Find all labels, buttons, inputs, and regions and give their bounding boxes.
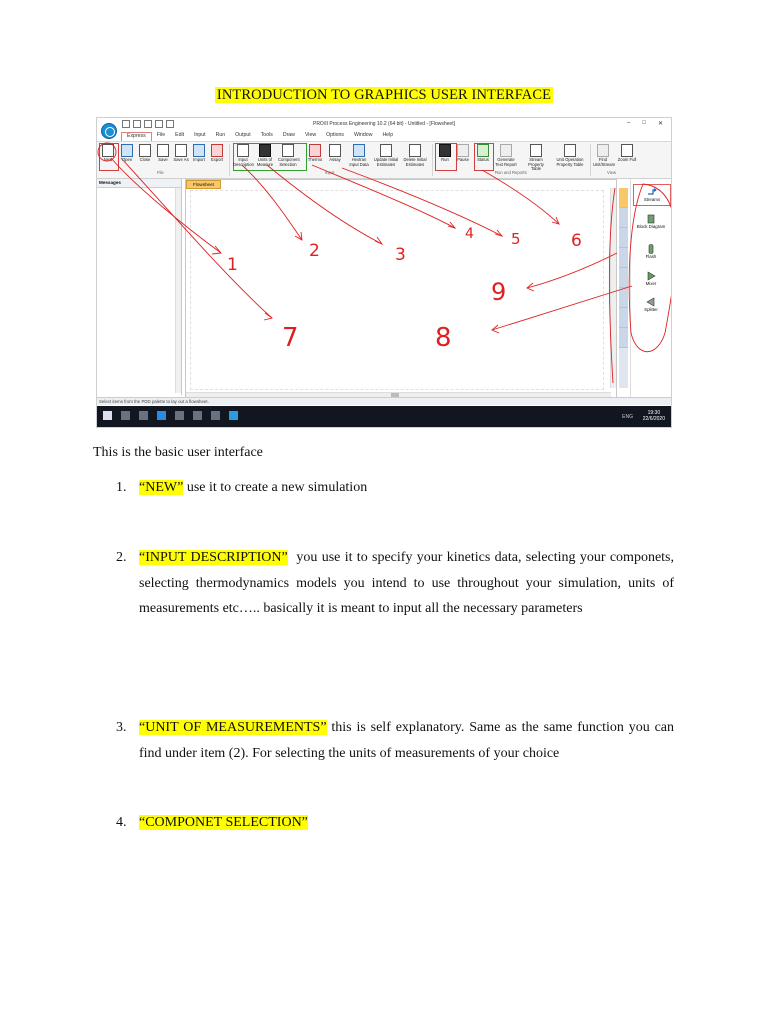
list-item-body — [139, 810, 674, 836]
menu-tools[interactable]: Tools — [260, 132, 273, 138]
menu-options[interactable]: Options — [326, 132, 344, 138]
taskbar-icons — [103, 411, 238, 420]
annotation-number-8: 8 — [435, 323, 452, 353]
palette-tab-heat-exchangers[interactable] — [619, 268, 628, 288]
palette-item-mixer[interactable]: Mixer — [633, 271, 669, 287]
hextran-icon — [353, 144, 365, 157]
list-item-body — [139, 475, 674, 501]
ribbon-save-as-button[interactable]: Save As — [171, 144, 191, 163]
status-icon — [477, 144, 489, 157]
palette-tab-general[interactable] — [619, 188, 628, 208]
list-number: 3. — [116, 720, 127, 735]
messages-pane — [97, 179, 182, 395]
ribbon-import-button[interactable]: Import — [189, 144, 209, 163]
taskbar-clock[interactable] — [643, 410, 665, 422]
annotation-number-5: 5 — [511, 230, 521, 248]
menu-window[interactable]: Window — [353, 132, 373, 138]
close-file-icon — [139, 144, 151, 157]
ribbon-find-button[interactable]: Find Unit/Stream — [593, 144, 613, 167]
splitter-icon — [646, 297, 656, 307]
ribbon-new-button[interactable]: New — [98, 144, 118, 163]
save-icon — [157, 144, 169, 157]
intro-text: This is the basic user interface — [93, 445, 263, 460]
new-file-icon — [102, 144, 114, 157]
flash-icon — [646, 244, 656, 254]
palette-item-block-diagram[interactable]: Block Diagram — [633, 214, 669, 230]
component-selection-icon — [282, 144, 294, 157]
ribbon-separator — [229, 144, 230, 176]
menu-bar — [121, 132, 398, 141]
ribbon-pause-button[interactable]: Pause — [453, 144, 473, 163]
windows-taskbar — [97, 406, 671, 427]
ribbon-stream-table-button[interactable]: Stream Property Table — [523, 144, 549, 172]
close-icon[interactable]: ✕ — [657, 121, 663, 127]
palette-tab-solids[interactable] — [619, 288, 628, 308]
thermo-icon — [309, 144, 321, 157]
palette-item-flash[interactable]: Flash — [633, 244, 669, 260]
window-controls — [627, 120, 663, 127]
ribbon-separator — [432, 144, 433, 176]
menu-help[interactable]: Help — [382, 132, 394, 138]
annotation-number-7: 7 — [282, 323, 299, 353]
annotation-number-4: 4 — [465, 226, 474, 242]
list-item-body — [139, 545, 678, 622]
palette-item-streams[interactable]: Streams — [633, 184, 671, 206]
ribbon-export-button[interactable]: Export — [207, 144, 227, 163]
update-estimates-icon — [380, 144, 392, 157]
tab-flowsheet[interactable]: Flowsheet — [186, 180, 221, 189]
ribbon-input-description-button[interactable]: Input Description — [233, 144, 253, 167]
status-bar: Select items from the PDD palette to lay out a flowsheet. — [97, 397, 672, 405]
palette-tab-columns[interactable] — [619, 228, 628, 248]
annotation-number-9: 9 — [491, 278, 507, 306]
minimize-icon[interactable]: – — [627, 120, 631, 126]
clock-time: 19:30 — [647, 410, 661, 416]
embedded-screenshot — [96, 117, 672, 428]
search-icon[interactable] — [121, 411, 130, 420]
flowsheet-window — [185, 179, 617, 399]
zoom-icon — [621, 144, 633, 157]
ribbon-run-button[interactable]: Run — [435, 144, 455, 163]
highlighted-term: “UNIT OF MEASUREMENTS” — [139, 720, 327, 735]
item-text: use it to create a new simulation — [183, 480, 368, 495]
ribbon-delete-estimates-button[interactable]: Delete Initial Estimates — [402, 144, 428, 167]
ribbon-toolbar — [97, 141, 671, 179]
file-explorer-icon[interactable] — [175, 411, 184, 420]
ribbon-hextran-button[interactable]: Hextran Input Data — [347, 144, 371, 167]
streams-icon — [647, 187, 657, 197]
ribbon-group-file: File — [157, 170, 164, 175]
edge-browser-icon[interactable] — [157, 411, 166, 420]
palette-tab-reactors[interactable] — [619, 248, 628, 268]
window-titlebar — [97, 118, 671, 130]
palette-tab-pressure-change[interactable] — [619, 208, 628, 228]
store-icon[interactable] — [193, 411, 202, 420]
open-folder-icon — [121, 144, 133, 157]
mail-icon[interactable] — [211, 411, 220, 420]
palette-tab-user[interactable] — [619, 328, 628, 348]
clock-date: 22/6/2020 — [642, 416, 665, 422]
pro-ii-app-icon[interactable] — [229, 411, 238, 420]
ribbon-text-report-button[interactable]: Generate Text Report — [493, 144, 519, 167]
ribbon-save-button[interactable]: Save — [153, 144, 173, 163]
palette-item-splitter[interactable]: Splitter — [633, 297, 669, 313]
delete-estimates-icon — [409, 144, 421, 157]
flowsheet-canvas[interactable] — [190, 190, 604, 390]
ribbon-group-run: Run and Reports — [495, 170, 527, 175]
ribbon-component-selection-button[interactable]: Component Selection — [278, 144, 298, 167]
annotation-number-1: 1 — [227, 255, 238, 275]
input-description-icon — [237, 144, 249, 157]
messages-pane-title: Messages — [97, 179, 181, 188]
assay-icon — [329, 144, 341, 157]
export-icon — [211, 144, 223, 157]
save-as-icon — [175, 144, 187, 157]
menu-draw[interactable]: Draw — [282, 132, 295, 138]
menu-input[interactable]: Input — [194, 132, 206, 138]
stream-table-icon — [530, 144, 542, 157]
units-of-measure-icon — [259, 144, 271, 157]
ribbon-zoom-full-button[interactable]: Zoom Full — [617, 144, 637, 163]
palette-tab-batch[interactable] — [619, 308, 628, 328]
run-icon — [439, 144, 451, 157]
menu-file[interactable]: File — [156, 132, 166, 138]
menu-edit[interactable]: Edit — [175, 132, 185, 138]
list-number: 1. — [116, 480, 127, 495]
menu-view[interactable]: View — [304, 132, 317, 138]
windows-start-icon[interactable] — [103, 411, 112, 420]
annotation-number-2: 2 — [309, 241, 320, 261]
annotation-number-6: 6 — [571, 231, 582, 251]
annotation-number-3: 3 — [395, 245, 406, 265]
ribbon-assay-button[interactable]: Assay — [325, 144, 345, 163]
report-icon — [500, 144, 512, 157]
ribbon-thermo-button[interactable]: Thermo — [305, 144, 325, 163]
list-number: 4. — [116, 815, 127, 830]
ribbon-open-button[interactable]: Open — [117, 144, 137, 163]
ribbon-close-button[interactable]: Close — [135, 144, 155, 163]
ribbon-separator — [590, 144, 591, 176]
block-diagram-icon — [646, 214, 656, 224]
menu-output[interactable]: Output — [235, 132, 251, 138]
item-text: this is self explanatory. Same as the same function you can find under item (2). For selecting the units of measurements of your choice — [139, 720, 674, 761]
ribbon-group-view: View — [607, 170, 617, 175]
ribbon-status-button[interactable]: Status — [473, 144, 493, 163]
ribbon-update-estimates-button[interactable]: Update Initial Estimates — [373, 144, 399, 167]
unit-table-icon — [564, 144, 576, 157]
highlighted-term: “COMPONET SELECTION” — [139, 815, 308, 830]
list-item-body — [139, 715, 674, 766]
highlighted-term: “INPUT DESCRIPTION” — [139, 550, 288, 565]
item-text: you use it to specify your kinetics data, selecting your componets, selecting thermodynamics models you intend to use throughout your simulation, units of measurements etc….. basically it is meant to input all the necessary parameters — [139, 550, 678, 616]
task-view-icon[interactable] — [139, 411, 148, 420]
app-logo-icon[interactable] — [101, 123, 117, 139]
ribbon-group-input: Input — [325, 170, 335, 175]
pause-icon — [457, 144, 469, 157]
window-title: PRO/II Process Engineering 10.2 (64 bit) - Untitled - [Flowsheet] — [312, 121, 455, 127]
unit-palette — [630, 179, 671, 397]
flowsheet-vertical-scrollbar[interactable] — [610, 188, 616, 388]
document-title: INTRODUCTION TO GRAPHICS USER INTERFACE — [216, 87, 552, 103]
ribbon-units-of-measure-button[interactable]: Units of Measure — [255, 144, 275, 167]
menu-express[interactable]: Express — [121, 132, 152, 141]
tray-language[interactable]: ENG — [622, 414, 633, 420]
ribbon-unit-table-button[interactable]: Unit Operation Property Table — [553, 144, 587, 167]
palette-category-tabs — [619, 188, 628, 388]
maximize-icon[interactable]: □ — [642, 120, 646, 126]
highlighted-term: “NEW” — [139, 480, 184, 495]
find-icon — [597, 144, 609, 157]
menu-run[interactable]: Run — [215, 132, 226, 138]
list-number: 2. — [116, 550, 127, 565]
messages-scrollbar[interactable] — [175, 188, 181, 393]
mixer-icon — [646, 271, 656, 281]
import-icon — [193, 144, 205, 157]
